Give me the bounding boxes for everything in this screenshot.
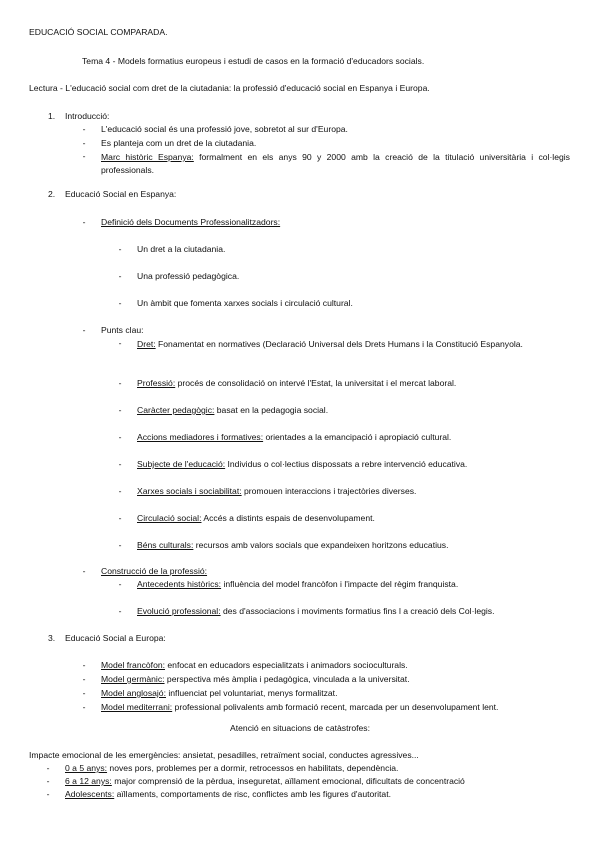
item-label: Circulació social: <box>137 513 202 523</box>
item-text: influència del model francòfon i l'impacte del règim franquista. <box>221 579 459 589</box>
topic-line: Tema 4 - Models formatius europeus i estudi de casos en la formació d'educadors socials. <box>82 56 425 66</box>
bullet-dash: - <box>46 789 50 799</box>
section-1-number: 1. <box>48 111 56 121</box>
list-item <box>101 124 348 135</box>
bullet-dash: - <box>82 660 86 670</box>
item-text: Individus o col·lectius dispossats a rebre intervenció educativa. <box>225 459 468 469</box>
list-item <box>101 702 498 713</box>
bullet-dash: - <box>82 151 86 161</box>
item-text: Fonamentat en normatives (Declaració Universal dels Drets Humans i la Constitució Espanyola. <box>155 339 523 349</box>
item-label: Accions mediadores i formatives: <box>137 432 264 442</box>
bullet-dash: - <box>118 271 122 281</box>
bullet-dash: - <box>82 674 86 684</box>
list-item <box>101 151 570 176</box>
item-text: formalment en els anys 90 y 2000 amb la creació de la titulació universitària i col·legis professionals. <box>101 152 570 175</box>
list-item <box>101 660 408 671</box>
section-1-heading: Introducció: <box>65 111 110 121</box>
item-label: Evolució professional: <box>137 606 221 616</box>
item-label: Professió: <box>137 378 176 388</box>
section-3-heading: Educació Social a Europa: <box>65 633 166 643</box>
section-2-number: 2. <box>48 189 56 199</box>
item-label: Dret: <box>137 339 156 349</box>
item-text: professional polivalents amb formació recent, marcada per un desenvolupament lent. <box>172 702 499 712</box>
key-points-label: Punts clau: <box>101 325 144 335</box>
item-text: basat en la pedagogia social. <box>214 405 329 415</box>
item-text: enfocat en educadors especialitzats i animadors socioculturals. <box>165 660 408 670</box>
item-text: noves pors, problemes per a dormir, retrocessos en habilitats, dependència. <box>107 763 399 773</box>
list-item: Una professió pedagògica. <box>137 271 240 281</box>
list-item <box>65 763 398 774</box>
item-text: Es planteja com un dret de la ciutadania. <box>101 138 257 148</box>
list-item <box>101 138 256 149</box>
item-text: procés de consolidació on intervé l'Estat, la universitat i el mercat laboral. <box>175 378 457 388</box>
bullet-dash: - <box>118 432 122 442</box>
item-text: major comprensió de la pèrdua, inseguretat, aïllament emocional, dificultats de concentració <box>111 776 465 786</box>
item-label: Béns culturals: <box>137 540 194 550</box>
list-item <box>65 776 465 787</box>
list-item <box>101 688 337 699</box>
item-text: perspectiva més àmplia i pedagògica, vinculada a la universitat. <box>164 674 410 684</box>
item-label: Subjecte de l'educació: <box>137 459 226 469</box>
bullet-dash: - <box>46 763 50 773</box>
bullet-dash: - <box>118 513 122 523</box>
item-text: des d'associacions i moviments formatius fins l a creació dels Col·legis. <box>220 606 495 616</box>
item-text: aïllaments, comportaments de risc, conflictes amb les figures d'autoritat. <box>114 789 391 799</box>
list-item <box>137 432 451 443</box>
list-item: Un àmbit que fomenta xarxes socials i circulació cultural. <box>137 298 353 308</box>
bullet-dash: - <box>82 702 86 712</box>
bullet-dash: - <box>118 486 122 496</box>
list-item <box>137 513 375 524</box>
item-label: 0 a 5 anys: <box>65 763 108 773</box>
list-item <box>137 606 495 617</box>
item-text: orientades a la emancipació i apropiació cultural. <box>263 432 452 442</box>
list-item <box>137 540 448 551</box>
item-text: Accés a distints espais de desenvolupament. <box>201 513 375 523</box>
item-label: Antecedents històrics: <box>137 579 222 589</box>
bullet-dash: - <box>82 138 86 148</box>
section-2-heading: Educació Social en Espanya: <box>65 189 177 199</box>
item-label: Adolescents: <box>65 789 115 799</box>
item-label: Model francòfon: <box>101 660 166 670</box>
section-3-number: 3. <box>48 633 56 643</box>
bullet-dash: - <box>118 606 122 616</box>
bullet-dash: - <box>82 325 86 335</box>
bullet-dash: - <box>118 244 122 254</box>
item-label: Model anglosajó: <box>101 688 166 698</box>
bullet-dash: - <box>82 688 86 698</box>
list-item <box>101 674 410 685</box>
bullet-dash: - <box>82 566 86 576</box>
list-item: Un dret a la ciutadania. <box>137 244 226 254</box>
bullet-dash: - <box>118 405 122 415</box>
item-text: promouen interaccions i trajectòries diverses. <box>241 486 417 496</box>
emergency-heading: Atenció en situacions de catàstrofes: <box>230 723 370 733</box>
bullet-dash: - <box>118 378 122 388</box>
item-text: L'educació social és una professió jove, sobretot al sur d'Europa. <box>101 124 348 134</box>
document-title: EDUCACIÓ SOCIAL COMPARADA. <box>29 27 168 37</box>
bullet-dash: - <box>118 298 122 308</box>
construction-label: Construcció de la professió: <box>101 566 208 576</box>
list-item <box>137 579 458 590</box>
list-item <box>137 378 456 389</box>
list-item <box>137 459 467 470</box>
bullet-dash: - <box>118 540 122 550</box>
list-item <box>137 405 328 416</box>
bullet-dash: - <box>118 579 122 589</box>
reading-line: Lectura - L'educació social com dret de la ciutadania: la professió d'educació social en Espanya i Europa. <box>29 83 430 93</box>
item-label: 6 a 12 anys: <box>65 776 112 786</box>
bullet-dash: - <box>118 459 122 469</box>
bullet-dash: - <box>46 776 50 786</box>
list-item <box>137 486 416 497</box>
definition-label: Definició dels Documents Professionalitzadors: <box>101 217 281 227</box>
list-item <box>65 789 391 800</box>
bullet-dash: - <box>118 338 122 348</box>
item-label: Caràcter pedagògic: <box>137 405 215 415</box>
item-label: Model germànic: <box>101 674 165 684</box>
item-text: influenciat pel voluntariat, menys formalitzat. <box>165 688 338 698</box>
item-label: Marc històric Espanya: <box>101 152 194 162</box>
bullet-dash: - <box>82 124 86 134</box>
list-item <box>137 338 570 351</box>
bullet-dash: - <box>82 217 86 227</box>
emergency-intro: Impacte emocional de les emergències: ansietat, pesadilles, retraïment social, conductes agressives... <box>29 750 419 760</box>
item-text: recursos amb valors socials que expandeixen horitzons educatius. <box>193 540 449 550</box>
item-label: Xarxes socials i sociabilitat: <box>137 486 242 496</box>
item-label: Model mediterrani: <box>101 702 173 712</box>
